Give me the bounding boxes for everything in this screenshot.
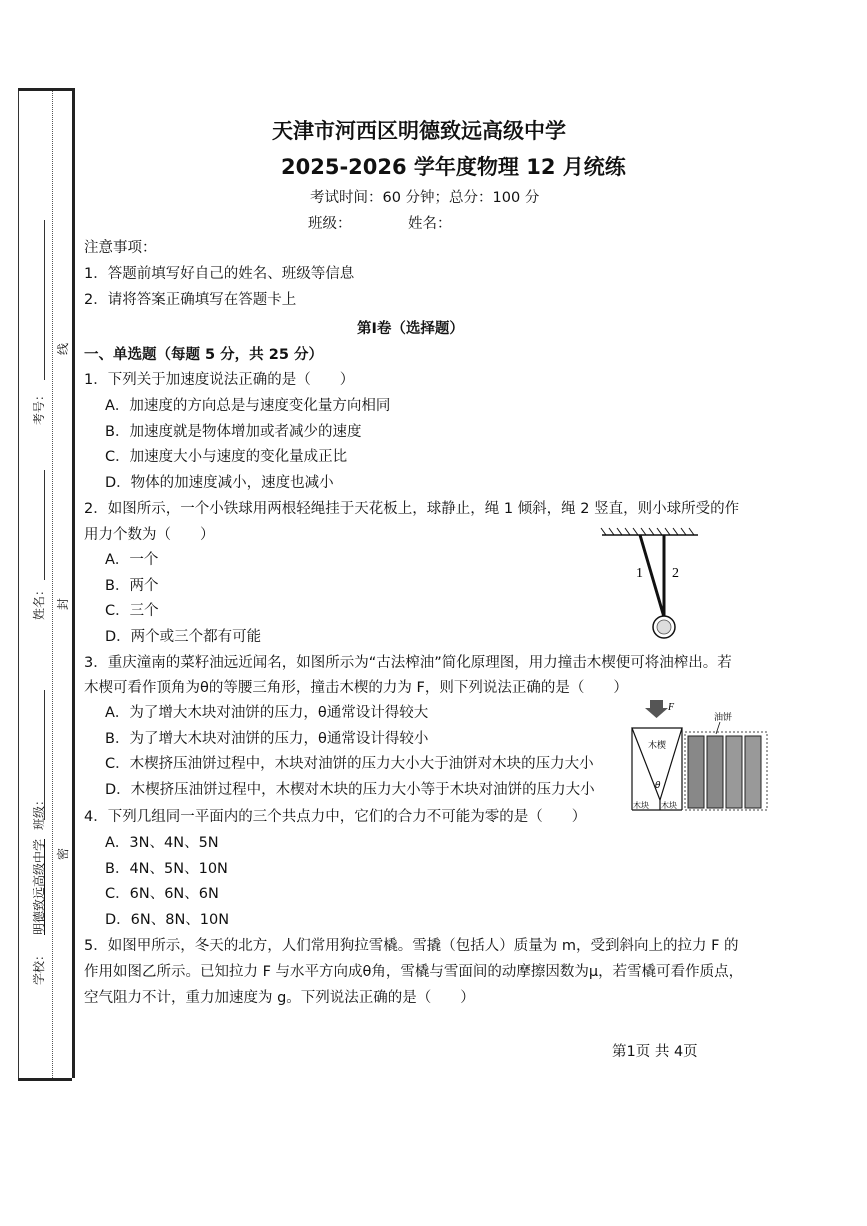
question-2-option-d: D．两个或三个都有可能	[105, 629, 262, 645]
question-2-option-c: C．三个	[105, 603, 159, 619]
side-name-blank	[44, 470, 45, 580]
question-3-option-a: A．为了增大木块对油饼的压力，θ通常设计得较大	[105, 705, 429, 721]
question-1-option-b: B．加速度就是物体增加或者减少的速度	[105, 424, 362, 440]
side-feng-mark: 封	[56, 597, 70, 610]
binding-dotted-line	[52, 88, 53, 1078]
side-xian-mark: 线	[56, 342, 70, 355]
side-exam-no-blank	[44, 220, 45, 380]
notice-item: 2．请将答案正确填写在答题卡上	[84, 292, 297, 308]
question-1-option-a: A．加速度的方向总是与速度变化量方向相同	[105, 398, 391, 414]
figure-hanging-ball	[600, 525, 700, 645]
side-mi-mark: 密	[56, 847, 70, 860]
cake-label: 油饼	[714, 713, 733, 723]
notice-item: 1．答题前填写好自己的姓名、班级等信息	[84, 266, 355, 282]
question-5-stem-cont: 作用如图乙所示。已知拉力 F 与水平方向成θ角，雪橇与雪面间的动摩擦因数为μ，若雪橇可看作质点，	[84, 964, 744, 980]
question-1-option-c: C．加速度大小与速度的变化量成正比	[105, 449, 348, 465]
figure-oil-press	[630, 700, 770, 815]
side-class-blank	[44, 690, 45, 820]
question-4-option-a: A．3N、4N、5N	[105, 835, 219, 851]
side-school-label: 学校：	[32, 948, 46, 985]
rope-1-label: 1	[636, 566, 643, 581]
question-4-option-c: C．6N、6N、6N	[105, 886, 219, 902]
side-name-label: 姓名：	[32, 583, 46, 620]
question-2-option-b: B．两个	[105, 578, 159, 594]
block-left-label: 木块	[633, 801, 649, 810]
force-label: F	[668, 702, 675, 713]
page-subtitle: 2025-2026 学年度物理 12 月统练	[281, 155, 626, 179]
question-5-stem-cont: 空气阻力不计，重力加速度为 g。下列说法正确的是（ ）	[84, 990, 475, 1006]
page-footer: 第1页 共 4页	[612, 1044, 698, 1060]
theta-label: θ	[655, 781, 661, 791]
question-1-stem: 1．下列关于加速度说法正确的是（ ）	[84, 372, 355, 388]
question-4-stem: 4．下列几组同一平面内的三个共点力中，它们的合力不可能为零的是（ ）	[84, 809, 587, 825]
binding-line-outer	[18, 88, 19, 1078]
binding-line-inner	[72, 88, 75, 1078]
question-2-stem: 2．如图所示，一个小铁球用两根轻绳挂于天花板上，球静止，绳 1 倾斜，绳 2 竖直，则小球所受的作	[84, 501, 740, 517]
name-label: 姓名：	[408, 216, 452, 232]
binding-top-line	[18, 88, 72, 91]
question-5-stem: 5．如图甲所示，冬天的北方，人们常用狗拉雪橇。雪撬（包括人）质量为 m，受到斜向上的拉力 F 的	[84, 938, 739, 954]
block-right-label: 木块	[661, 801, 677, 810]
rope-2-label: 2	[672, 566, 679, 581]
question-4-option-b: B．4N、5N、10N	[105, 861, 228, 877]
wedge-label: 木楔	[648, 741, 667, 751]
section-title: 一、单选题（每题 5 分，共 25 分）	[84, 347, 323, 363]
question-4-option-d: D．6N、8N、10N	[105, 912, 230, 928]
question-3-option-b: B．为了增大木块对油饼的压力，θ通常设计得较小	[105, 731, 429, 747]
question-2-option-a: A．一个	[105, 552, 159, 568]
notice-heading: 注意事项：	[84, 240, 157, 256]
question-3-option-d: D．木楔挤压油饼过程中，木楔对木块的压力大小等于木块对油饼的压力大小	[105, 782, 595, 798]
question-3-stem: 3．重庆潼南的菜籽油远近闻名，如图所示为“古法榨油”简化原理图，用力撞击木楔便可将油榨出。若	[84, 655, 732, 671]
page-title: 天津市河西区明德致远高级中学	[272, 119, 566, 143]
exam-info: 考试时间：60 分钟；总分：100 分	[310, 190, 540, 206]
side-class-label: 班级：	[32, 793, 46, 830]
question-3-option-c: C．木楔挤压油饼过程中，木块对油饼的压力大小大于油饼对木块的压力大小	[105, 756, 594, 772]
binding-bottom-line	[18, 1078, 72, 1081]
part-title: 第Ⅰ卷（选择题）	[357, 321, 464, 337]
question-3-stem-cont: 木楔可看作顶角为θ的等腰三角形，撞击木楔的力为 F，则下列说法正确的是（ ）	[84, 680, 628, 696]
class-label: 班级：	[308, 216, 352, 232]
question-1-option-d: D．物体的加速度减小，速度也减小	[105, 475, 334, 491]
question-2-stem-cont: 用力个数为（ ）	[84, 527, 215, 543]
side-exam-no-label: 考号：	[32, 388, 46, 425]
side-school-value: 明德致远高级中学	[32, 838, 46, 935]
